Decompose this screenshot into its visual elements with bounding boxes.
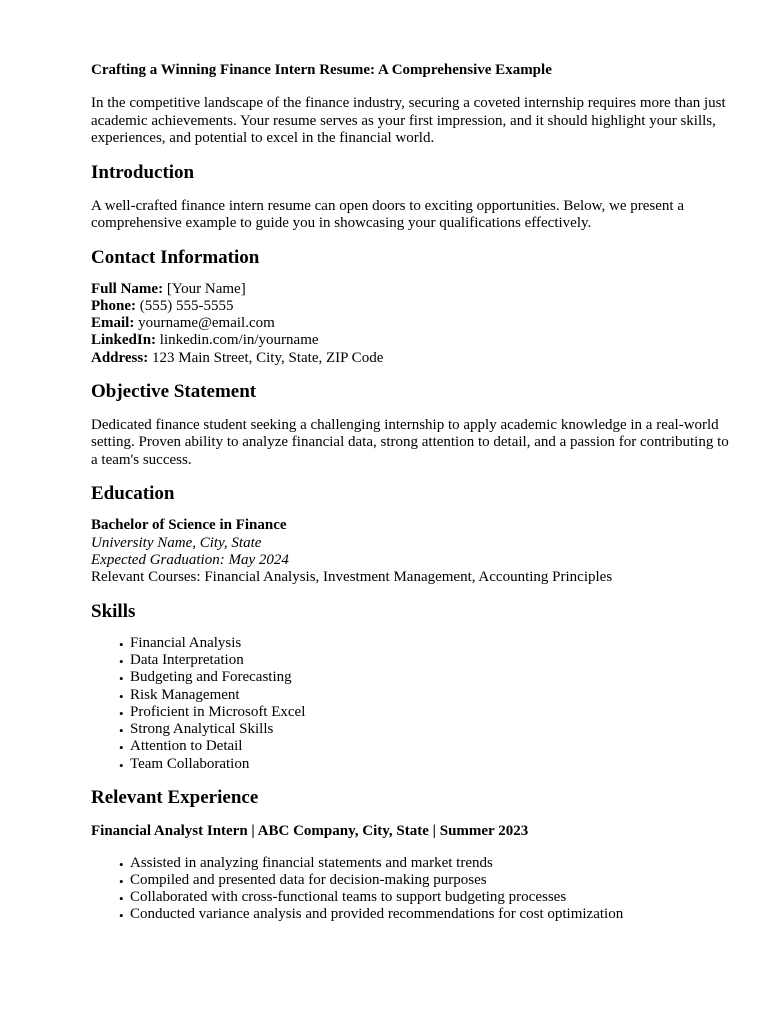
objective-heading: Objective Statement [91,380,257,402]
contact-value: 123 Main Street, City, State, ZIP Code [148,349,384,366]
list-item: • Risk Management [91,687,731,704]
contact-label: Full Name: [91,280,164,297]
education-heading: Education [91,483,175,505]
introduction-text: A well-crafted finance intern resume can open doors to exciting opportunities. Below, we present a comprehensive example to guide you in showcasing your qualifications effectively. [91,197,684,231]
skills-list [91,635,731,773]
list-item: • Financial Analysis [91,635,731,652]
contact-label: Address: [91,349,149,366]
contact-value: (555) 555-5555 [136,297,234,314]
objective-text: Dedicated finance student seeking a challenging internship to apply academic knowledge in a real-world setting. Proven ability to analyze financial data, strong attention to detail, and a passion for contributing to a team's success. [91,416,729,468]
education-courses: Relevant Courses: Financial Analysis, Investment Management, Accounting Principles [91,569,613,586]
experience-role: Financial Analyst Intern | ABC Company, City, State | Summer 2023 [91,823,529,840]
list-item: • Collaborated with cross-functional teams to support budgeting processes [91,889,731,906]
list-item: • Conducted variance analysis and provided recommendations for cost optimization [91,906,731,923]
education-block [91,517,731,586]
intro-paragraph: In the competitive landscape of the finance industry, securing a coveted internship requires more than just academic achievements. Your resume serves as your first impression, and it should highlight your skills, experiences, and potential to excel in the financial world. [91,95,726,146]
list-item: • Compiled and presented data for decision-making purposes [91,872,731,889]
contact-heading: Contact Information [91,246,260,268]
education-degree: Bachelor of Science in Finance [91,517,287,534]
contact-phone [91,298,731,315]
contact-email [91,315,731,332]
contact-full-name [91,281,731,298]
list-item: • Strong Analytical Skills [91,721,731,738]
education-graduation: Expected Graduation: May 2024 [91,552,289,569]
contact-value: linkedin.com/in/yourname [156,332,319,349]
contact-block [91,281,731,367]
list-item: • Proficient in Microsoft Excel [91,704,731,721]
contact-label: Email: [91,315,135,332]
list-item: • Assisted in analyzing financial statements and market trends [91,855,731,872]
list-item: • Data Interpretation [91,652,731,669]
list-item: • Team Collaboration [91,756,731,773]
introduction-heading: Introduction [91,161,195,183]
contact-address [91,350,731,367]
skills-heading: Skills [91,600,136,622]
document-title: Crafting a Winning Finance Intern Resume: A Comprehensive Example [91,62,552,78]
contact-value: yourname@email.com [134,315,275,332]
experience-heading: Relevant Experience [91,787,259,809]
document-page [91,61,731,924]
contact-linkedin [91,332,731,349]
list-item: • Attention to Detail [91,738,731,755]
contact-label: Phone: [91,297,136,314]
list-item: • Budgeting and Forecasting [91,669,731,686]
experience-list [91,855,731,924]
contact-label: LinkedIn: [91,332,157,349]
education-university: University Name, City, State [91,534,262,551]
contact-value: [Your Name] [163,280,246,297]
